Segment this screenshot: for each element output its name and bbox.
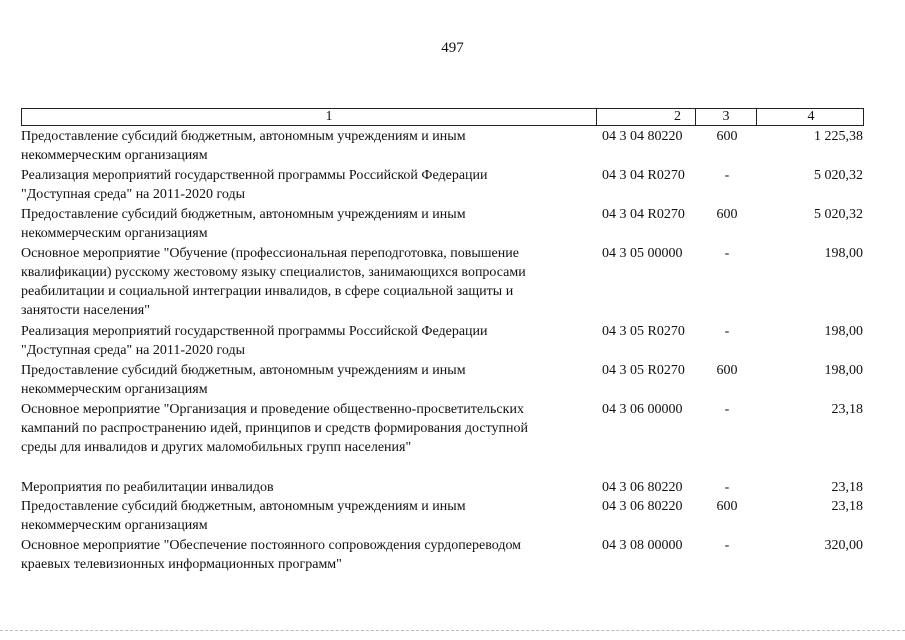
row-amount: 23,18 (831, 402, 863, 417)
row-description: Предоставление субсидий бюджетным, автономным учреждениям и иным некоммерческим организациям (21, 499, 466, 533)
row-amount: 23,18 (831, 480, 863, 495)
header-col-4: 4 (756, 109, 865, 125)
row-expense-type: - (724, 538, 730, 553)
row-description: Основное мероприятие "Обеспечение постоянного сопровождения сурдопереводом краевых телевизионных информационных программ" (21, 538, 522, 572)
row-code: 04 3 06 80220 (602, 480, 683, 495)
row-amount: 1 225,38 (814, 129, 863, 144)
row-code: 04 3 05 R0270 (602, 363, 685, 378)
budget-table (21, 108, 864, 572)
row-amount: 198,00 (824, 363, 863, 378)
row-amount: 5 020,32 (814, 207, 863, 222)
row-description: Мероприятия по реабилитации инвалидов (21, 480, 274, 495)
row-expense-type: 600 (716, 207, 738, 222)
header-col-1: 1 (325, 109, 333, 124)
scan-edge-divider (0, 630, 905, 631)
row-code: 04 3 04 R0270 (602, 207, 685, 222)
row-description: Предоставление субсидий бюджетным, автономным учреждениям и иным некоммерческим организациям (21, 363, 466, 397)
row-amount: 23,18 (831, 499, 863, 514)
row-description: Реализация мероприятий государственной программы Российской Федерации "Доступная среда" на 2011-2020 годы (21, 324, 488, 358)
header-col-2: 2 (596, 109, 695, 125)
row-code: 04 3 06 00000 (602, 402, 683, 417)
row-code: 04 3 05 R0270 (602, 324, 685, 339)
row-expense-type: - (724, 480, 730, 495)
header-col-3: 3 (695, 109, 756, 125)
row-description: Предоставление субсидий бюджетным, автономным учреждениям и иным некоммерческим организациям (21, 207, 466, 241)
row-amount: 5 020,32 (814, 168, 863, 183)
row-expense-type: - (724, 168, 730, 183)
row-expense-type: - (724, 324, 730, 339)
row-description: Предоставление субсидий бюджетным, автономным учреждениям и иным некоммерческим организациям (21, 129, 466, 163)
row-amount: 198,00 (824, 324, 863, 339)
row-expense-type: - (724, 402, 730, 417)
row-code: 04 3 04 80220 (602, 129, 683, 144)
row-description: Основное мероприятие "Обучение (профессиональная переподготовка, повышение квалификации) русскому жестовому языку специалистов, занимающихся вопросами реабилитации и социальной интеграции инвалидов, в сфере социальной защиты и занятости населения" (21, 246, 526, 318)
row-description: Реализация мероприятий государственной программы Российской Федерации "Доступная среда" на 2011-2020 годы (21, 168, 488, 202)
row-code: 04 3 08 00000 (602, 538, 683, 553)
row-description: Основное мероприятие "Организация и проведение общественно-просветительских кампаний по распространению идей, принципов и средств формирования доступной среды для инвалидов и других маломобильных групп населения" (21, 402, 529, 455)
row-expense-type: 600 (716, 499, 738, 514)
page-number: 497 (441, 40, 464, 56)
row-amount: 320,00 (824, 538, 863, 553)
row-code: 04 3 05 00000 (602, 246, 683, 261)
row-code: 04 3 04 R0270 (602, 168, 685, 183)
row-expense-type: 600 (716, 363, 738, 378)
row-amount: 198,00 (824, 246, 863, 261)
row-code: 04 3 06 80220 (602, 499, 683, 514)
row-expense-type: - (724, 246, 730, 261)
table-header-row (21, 108, 864, 126)
row-expense-type: 600 (716, 129, 738, 144)
